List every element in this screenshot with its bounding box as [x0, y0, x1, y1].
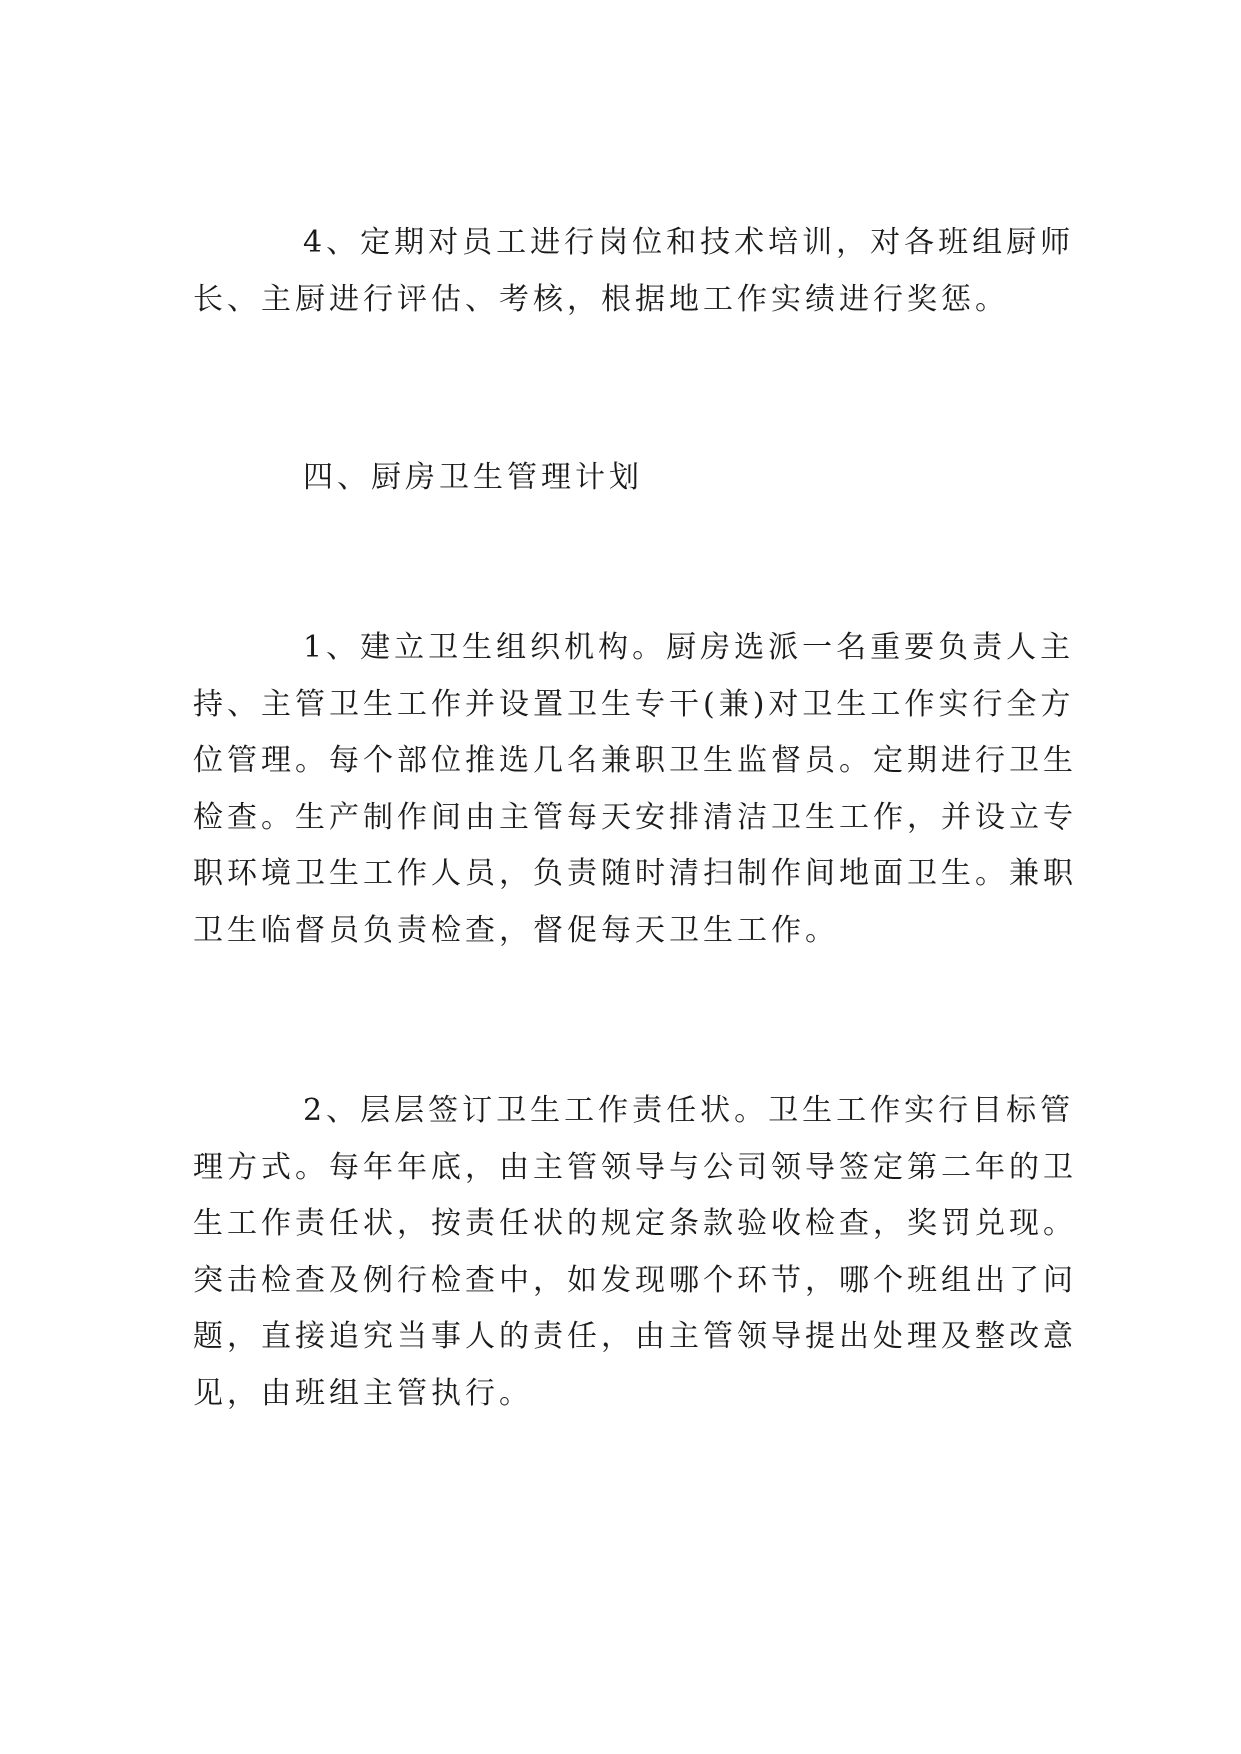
- paragraph-line: 题，直接追究当事人的责任，由主管领导提出处理及整改意: [193, 1319, 1077, 1354]
- paragraph-item-2: [193, 1083, 1077, 1422]
- paragraph-line: 4、定期对员工进行岗位和技术培训，对各班组厨师: [303, 225, 1075, 260]
- paragraph-line: 理方式。每年年底，由主管领导与公司领导签定第二年的卫: [193, 1149, 1077, 1185]
- paragraph-line: 职环境卫生工作人员，负责随时清扫制作间地面卫生。兼职: [193, 856, 1077, 891]
- paragraph-line: 见，由班组主管执行。: [193, 1375, 533, 1411]
- section-heading: [193, 450, 1073, 507]
- paragraph-line: 1、建立卫生组织机构。厨房选派一名重要负责人主: [303, 630, 1075, 665]
- paragraph-line: 检查。生产制作间由主管每天安排清洁卫生工作，并设立专: [193, 799, 1077, 835]
- paragraph-line: 卫生临督员负责检查，督促每天卫生工作。: [193, 912, 839, 948]
- paragraph-line: 持、主管卫生工作并设置卫生专干(兼)对卫生工作实行全方: [193, 686, 1075, 722]
- paragraph-line: 长、主厨进行评估、考核，根据地工作实绩进行奖惩。: [193, 281, 1009, 317]
- section-heading-text: 四、厨房卫生管理计划: [303, 460, 643, 495]
- paragraph-line: 突击检查及例行检查中，如发现哪个环节，哪个班组出了问: [193, 1262, 1077, 1298]
- paragraph-line: 生工作责任状，按责任状的规定条款验收检查，奖罚兑现。: [193, 1206, 1077, 1241]
- paragraph-item-1: [193, 620, 1077, 959]
- paragraph-item-4: [193, 215, 1073, 328]
- paragraph-line: 位管理。每个部位推选几名兼职卫生监督员。定期进行卫生: [193, 743, 1077, 778]
- paragraph-line: 2、层层签订卫生工作责任状。卫生工作实行目标管: [303, 1093, 1075, 1128]
